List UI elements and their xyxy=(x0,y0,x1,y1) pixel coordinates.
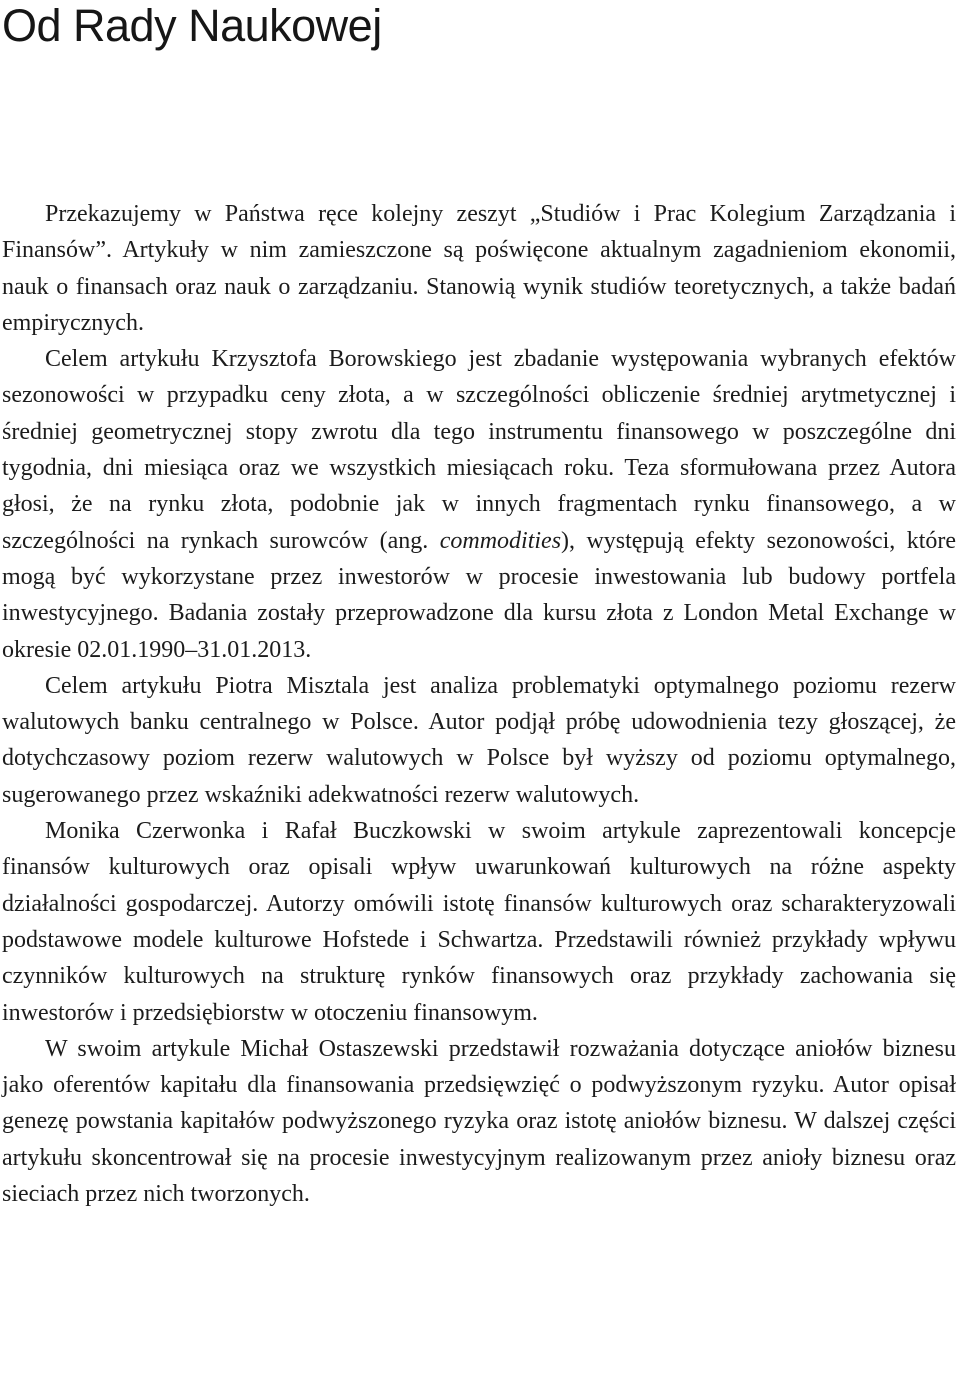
page-title: Od Rady Naukowej xyxy=(2,0,382,51)
paragraph-text-segment: ), występują efekty sezonowości, które mogą być wykorzystane przez inwestorów w procesie inwestowania lub budowy portfela inwestycyjnego. Badania zostały przeprowadzone dla kursu złota z London Metal Exchange w okresie 02.01.1990–31.01.2013. xyxy=(2,527,956,663)
paragraph-borowski xyxy=(2,341,956,668)
paragraph-text-segment: W swoim artykule Michał Ostaszewski przedstawił rozważania dotyczące aniołów biznesu jako oferentów kapitału dla finansowania przedsięwzięć o podwyższonym ryzyku. Autor opisał genezę powstania kapitałów podwyższonego ryzyka oraz istotę aniołów biznesu. W dalszej części artykułu skoncentrował się na procesie inwestycyjnym realizowanym przez anioły biznesu oraz sieciach przez nich tworzonych. xyxy=(2,1035,956,1208)
document-body xyxy=(2,196,956,1212)
paragraph-misztal xyxy=(2,668,956,813)
paragraph-ostaszewski xyxy=(2,1031,956,1212)
paragraph-introduction xyxy=(2,196,956,341)
paragraph-text-segment: Celem artykułu Krzysztofa Borowskiego jest zbadanie występowania wybranych efektów sezonowości w przypadku ceny złota, a w szczególności obliczenie średniej arytmetycznej i średniej geometrycznej stopy zwrotu dla tego instrumentu finansowego w poszczególne dni tygodnia, dni miesiąca oraz we wszystkich miesiącach roku. Teza sformułowana przez Autora głosi, że na rynku złota, podobnie jak w innych fragmentach rynku finansowego, a w szczególności na rynkach surowców (ang. xyxy=(2,346,956,554)
paragraph-text-segment: Przekazujemy w Państwa ręce kolejny zeszyt „Studiów i Prac Kolegium Zarządzania i Finansów”. Artykuły w nim zamieszczone są poświęcone aktualnym zagadnieniom ekonomii, nauk o finansach oraz nauk o zarządzaniu. Stanowią wynik studiów teoretycznych, a także badań empirycznych. xyxy=(2,201,956,336)
paragraph-text-segment: Monika Czerwonka i Rafał Buczkowski w swoim artykule zaprezentowali koncepcje finansów kulturowych oraz opisali wpływ uwarunkowań kulturowych na różne aspekty działalności gospodarczej. Autorzy omówili istotę finansów kulturowych oraz scharakteryzowali podstawowe modele kulturowe Hofstede i Schwartza. Przedstawili również przykłady wpływu czynników kulturowych na strukturę rynków finansowych oraz przykłady zachowania się inwestorów i przedsiębiorstw w otoczeniu finansowym. xyxy=(2,818,956,1026)
paragraph-czerwonka-buczkowski xyxy=(2,813,956,1031)
paragraph-text-segment: Celem artykułu Piotra Misztala jest analiza problematyki optymalnego poziomu rezerw walutowych banku centralnego w Polsce. Autor podjął próbę udowodnienia tezy głoszącej, że dotychczasowy poziom rezerw walutowych w Polsce był wyższy od poziomu optymalnego, sugerowanego przez wskaźniki adekwatności rezerw walutowych. xyxy=(2,672,956,808)
paragraph-italic-term: commodities xyxy=(439,527,562,554)
